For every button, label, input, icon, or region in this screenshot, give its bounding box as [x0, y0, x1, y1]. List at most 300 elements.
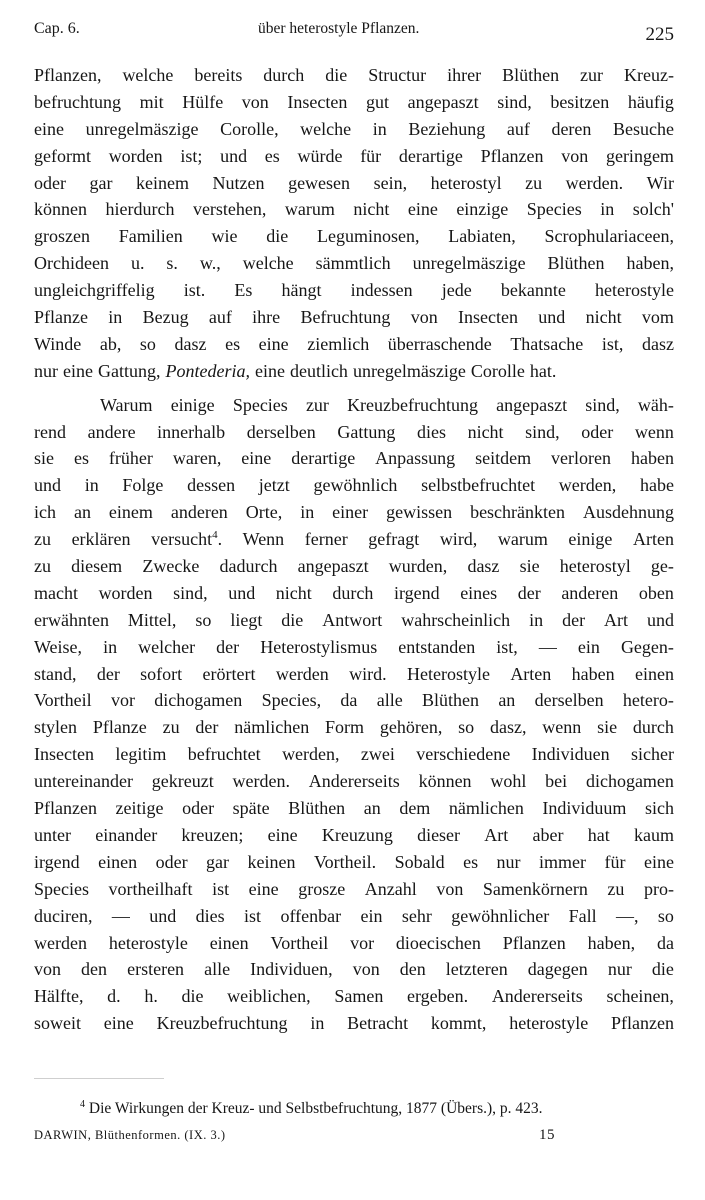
- word: bei: [545, 771, 568, 792]
- word: Betracht: [347, 1013, 409, 1034]
- word: von: [436, 878, 464, 899]
- word: waren,: [172, 448, 222, 469]
- word: und: [538, 307, 566, 328]
- word: ergeben.: [407, 986, 469, 1007]
- word: oder: [581, 421, 614, 442]
- word: dichogamen: [154, 690, 243, 711]
- word: Vortheil: [270, 932, 329, 953]
- word: erklären: [71, 529, 131, 550]
- word: Thatsache: [510, 333, 584, 354]
- word: Folge: [122, 475, 164, 496]
- word: durch: [632, 717, 674, 738]
- word: gewöhnlich: [313, 475, 398, 496]
- word: Zwecke: [142, 556, 200, 577]
- word: Bezug: [142, 307, 189, 328]
- signature-number: 15: [539, 1127, 555, 1143]
- word: Arten: [510, 663, 552, 684]
- word: worden: [98, 582, 153, 603]
- text-line: [34, 795, 674, 822]
- text-line: [34, 277, 674, 304]
- word: und: [228, 582, 256, 603]
- word: einen: [98, 851, 138, 872]
- word: zu: [34, 529, 51, 550]
- word: befruchtung: [34, 91, 121, 112]
- word: eine: [103, 1013, 134, 1034]
- text-line: [34, 250, 674, 277]
- word: ziemlich: [307, 333, 370, 354]
- word: deutlich: [289, 360, 348, 381]
- word: unregelmäszige: [352, 360, 466, 381]
- word: weiblichen,: [227, 986, 311, 1007]
- word: sie: [519, 556, 540, 577]
- running-title: über heterostyle Pflanzen.: [258, 20, 420, 37]
- text-line: [34, 143, 674, 170]
- word: einen: [209, 932, 249, 953]
- word: und: [149, 905, 177, 926]
- word: Hälfte,: [34, 986, 84, 1007]
- word: häufig: [627, 91, 674, 112]
- word: immer: [539, 851, 587, 872]
- word: innerhalb: [157, 421, 226, 442]
- word: hängt: [281, 280, 322, 301]
- word: wohl: [490, 771, 527, 792]
- word: kreuzen;: [181, 824, 244, 845]
- word: bekannte: [500, 280, 566, 301]
- word: Corolle: [470, 360, 525, 381]
- word: von: [561, 145, 589, 166]
- word: sind,: [585, 394, 620, 415]
- page-number: 225: [645, 24, 674, 45]
- word: Insecten: [287, 91, 348, 112]
- word: derselben: [534, 690, 604, 711]
- word: in: [108, 307, 123, 328]
- footnote-divider: [34, 1078, 164, 1079]
- word: in: [103, 636, 118, 657]
- word: so: [139, 333, 156, 354]
- word: aber: [532, 824, 564, 845]
- word: Weise,: [34, 636, 83, 657]
- word: Pflanzen: [480, 145, 544, 166]
- word: w.,: [199, 253, 221, 274]
- text-line: [34, 358, 674, 385]
- word: deren: [551, 118, 592, 139]
- word: oder: [182, 798, 215, 819]
- word: eine: [34, 118, 64, 139]
- word: stylen: [34, 717, 77, 738]
- word: angepaszt: [297, 556, 369, 577]
- word: dies: [195, 905, 225, 926]
- word: vortheilhaft: [108, 878, 193, 899]
- word: ge-: [650, 556, 674, 577]
- word: werden,: [282, 744, 340, 765]
- word: irgend: [393, 582, 440, 603]
- word: warum: [497, 529, 548, 550]
- word: in: [529, 609, 544, 630]
- word: Orte,: [245, 502, 283, 523]
- word: solch': [632, 199, 674, 220]
- word: jede: [441, 280, 472, 301]
- word: gehören,: [379, 717, 443, 738]
- word: dioecischen: [395, 932, 481, 953]
- word: ist: [212, 878, 230, 899]
- word: hat: [587, 824, 610, 845]
- word: ein: [360, 905, 383, 926]
- word: da: [340, 690, 358, 711]
- word: dasz: [641, 333, 674, 354]
- word: hat.: [529, 360, 557, 381]
- footnote-text: Die Wirkungen der Kreuz- und Selbstbefruchtung, 1877 (Übers.), p. 423.: [88, 1100, 543, 1117]
- word: zwei: [360, 744, 395, 765]
- word: nicht: [353, 199, 390, 220]
- word: heterostyle: [509, 1013, 589, 1034]
- word: es: [73, 448, 89, 469]
- word: Blüthen: [502, 65, 560, 85]
- word: unregelmäszige: [412, 253, 526, 274]
- word: wenn: [542, 717, 582, 738]
- word: unter: [34, 824, 71, 845]
- word: Andererseits: [491, 986, 583, 1007]
- text-line: [34, 903, 674, 930]
- word: Kreuzung: [321, 824, 393, 845]
- word: Mittel,: [127, 609, 177, 630]
- word: einzige: [456, 199, 509, 220]
- word: sich: [644, 798, 674, 819]
- word: untereinander: [34, 771, 133, 792]
- word: kaum: [633, 824, 674, 845]
- word: gar: [206, 851, 230, 872]
- word: Andererseits: [308, 771, 400, 792]
- word: gar: [89, 172, 113, 193]
- word: ist,: [496, 636, 518, 657]
- text-line: [34, 607, 674, 634]
- word: dagegen: [527, 959, 588, 980]
- word: dieser: [417, 824, 461, 845]
- word: Art: [484, 824, 509, 845]
- word: offenbar: [280, 905, 342, 926]
- word: d.: [107, 986, 121, 1007]
- word: für: [360, 145, 382, 166]
- word: verstehen,: [192, 199, 267, 220]
- word: nicht: [467, 421, 504, 442]
- word: ist: [244, 905, 262, 926]
- word: —: [111, 905, 130, 926]
- word: sein,: [373, 172, 408, 193]
- word: Wir: [646, 172, 674, 193]
- word: legitim: [115, 744, 167, 765]
- word: sind,: [497, 91, 532, 112]
- word: in: [600, 199, 615, 220]
- word: pro-: [643, 878, 674, 899]
- word: die: [266, 226, 289, 247]
- word: Pflanze: [34, 307, 88, 328]
- word: mit: [139, 91, 164, 112]
- text-line: [34, 196, 674, 223]
- word: jetzt: [258, 475, 290, 496]
- text-line: [34, 768, 674, 795]
- word: ungleichgriffelig: [34, 280, 155, 301]
- word: späte: [232, 798, 270, 819]
- text-line: [34, 526, 674, 553]
- word: den: [81, 959, 108, 980]
- word: eine: [407, 199, 438, 220]
- word: hetero-: [622, 690, 674, 711]
- word: haben,: [626, 253, 674, 274]
- word: der: [216, 636, 240, 657]
- word: alle: [204, 959, 231, 980]
- word: derselben: [246, 421, 316, 442]
- word: Pflanzen,: [34, 65, 102, 85]
- word: dies: [416, 421, 446, 442]
- word: groszen: [34, 226, 90, 247]
- word: die: [181, 986, 204, 1007]
- paragraph: [34, 392, 674, 1037]
- word: kommt,: [430, 1013, 487, 1034]
- word: nicht: [585, 307, 622, 328]
- word: vor: [110, 690, 135, 711]
- text-line: [34, 714, 674, 741]
- word: Gattung,: [97, 360, 161, 381]
- word: durch: [263, 65, 305, 85]
- word: Heterostylismus: [260, 636, 378, 657]
- word: eine: [267, 824, 298, 845]
- word: von: [410, 307, 438, 328]
- word: Samenkörnern: [482, 878, 588, 899]
- word: Kreuzbefruchtung: [347, 394, 479, 415]
- word: Individuum: [542, 798, 627, 819]
- word: Vortheil: [34, 690, 92, 711]
- word: Gegen-: [620, 636, 674, 657]
- word: die: [325, 65, 348, 85]
- word: Individuen: [531, 744, 610, 765]
- word: nämlichen: [448, 798, 524, 819]
- word: erörtert: [202, 663, 256, 684]
- word: bereits: [194, 65, 243, 85]
- word: auf: [208, 307, 232, 328]
- word: s.: [166, 253, 178, 274]
- word: Warum: [100, 394, 153, 415]
- word: Fall: [568, 905, 597, 926]
- footnote: [80, 1100, 543, 1118]
- word: Insecten: [458, 307, 518, 328]
- word: h.: [144, 986, 158, 1007]
- word: eine: [254, 360, 285, 381]
- page-header: [34, 18, 674, 44]
- word: warum: [284, 199, 335, 220]
- word: es: [264, 145, 280, 166]
- word: andere: [87, 421, 136, 442]
- word: Wenn: [242, 529, 285, 550]
- word: unregelmäszige: [85, 118, 199, 139]
- word: sofort: [140, 663, 183, 684]
- word: irgend: [34, 851, 80, 872]
- word: eine: [63, 360, 93, 381]
- word: werden,: [558, 475, 617, 496]
- word: wird.: [349, 663, 387, 684]
- word: Art: [604, 609, 629, 630]
- word: besitzen: [550, 91, 610, 112]
- word: ihrer: [447, 65, 482, 85]
- word: ich: [34, 502, 56, 523]
- word: überraschende: [387, 333, 492, 354]
- word: werden.: [565, 172, 624, 193]
- word: verloren: [551, 448, 612, 469]
- word: eine: [643, 851, 674, 872]
- word: gewöhnlicher: [451, 905, 550, 926]
- word: letzteren: [445, 959, 508, 980]
- word: haben,: [587, 932, 636, 953]
- word: einer: [332, 502, 369, 523]
- word: sie: [34, 448, 54, 469]
- word: und: [220, 145, 248, 166]
- word: in: [310, 1013, 325, 1034]
- word: es: [463, 851, 479, 872]
- word: früher: [108, 448, 153, 469]
- word: eine: [258, 333, 289, 354]
- word: einige: [568, 529, 613, 550]
- word: dadurch: [219, 556, 278, 577]
- word: Familien: [118, 226, 183, 247]
- word: Species: [34, 878, 89, 899]
- word: versucht$^4$.: [151, 529, 223, 550]
- word: liegt: [230, 609, 263, 630]
- word: die: [281, 609, 304, 630]
- word: wie: [211, 226, 238, 247]
- text-line: [34, 392, 674, 419]
- word: der: [517, 582, 541, 603]
- text-line: [34, 687, 674, 714]
- word: in: [84, 475, 99, 496]
- word: Pontederia,: [165, 360, 250, 381]
- text-line: [34, 661, 674, 688]
- word: habe: [639, 475, 674, 496]
- word: zu: [34, 556, 51, 577]
- word: ersteren: [127, 959, 185, 980]
- word: heterostyl: [559, 556, 631, 577]
- word: grosze: [298, 878, 346, 899]
- word: die: [651, 959, 674, 980]
- word: Anpassung: [375, 448, 456, 469]
- word: keinem: [136, 172, 190, 193]
- word: heterostyle: [594, 280, 674, 301]
- text-line: [34, 876, 674, 903]
- word: selbstbefruchtet: [421, 475, 536, 496]
- word: auf: [506, 118, 530, 139]
- word: Blüthen: [547, 253, 605, 274]
- word: gewissen: [386, 502, 453, 523]
- word: zeitige: [115, 798, 164, 819]
- word: diesem: [71, 556, 123, 577]
- word: haben: [630, 448, 674, 469]
- word: Beziehung: [408, 118, 486, 139]
- word: es: [225, 333, 241, 354]
- text-line: [34, 331, 674, 358]
- text-line: [34, 930, 674, 957]
- word: einander: [95, 824, 158, 845]
- chapter-label: Cap. 6.: [34, 20, 80, 37]
- word: können: [418, 771, 472, 792]
- word: —: [538, 636, 557, 657]
- word: vom: [641, 307, 674, 328]
- word: von: [34, 959, 61, 980]
- text-line: [34, 223, 674, 250]
- word: Labiaten,: [448, 226, 516, 247]
- word: Arten: [632, 529, 674, 550]
- word: indessen: [350, 280, 413, 301]
- word: eine: [248, 878, 279, 899]
- word: Individuen,: [250, 959, 333, 980]
- word: scheinen,: [606, 986, 674, 1007]
- word: angepaszt: [407, 91, 479, 112]
- word: und: [646, 609, 674, 630]
- word: Kreuz-: [623, 65, 674, 85]
- word: würde: [297, 145, 343, 166]
- word: haben: [571, 663, 615, 684]
- word: —,: [616, 905, 639, 926]
- word: oben: [638, 582, 674, 603]
- word: Besuche: [613, 118, 674, 139]
- word: dasz: [467, 556, 500, 577]
- text-line: [34, 553, 674, 580]
- word: sind,: [173, 582, 208, 603]
- word: ihre: [252, 307, 281, 328]
- text-line: [34, 580, 674, 607]
- word: verschiedene: [416, 744, 511, 765]
- word: geringem: [605, 145, 674, 166]
- word: nur: [607, 959, 632, 980]
- word: beschränkten: [470, 502, 566, 523]
- word: heterostyle: [108, 932, 188, 953]
- footnote-marker: 4: [80, 1099, 85, 1110]
- word: Species: [232, 394, 288, 415]
- text-line: [34, 116, 674, 143]
- text-line: [34, 741, 674, 768]
- word: oder: [34, 172, 66, 193]
- word: Blüthen: [422, 690, 479, 711]
- word: so: [458, 717, 475, 738]
- word: für: [604, 851, 626, 872]
- text-line: [34, 956, 674, 983]
- word: von: [241, 91, 269, 112]
- word: werden: [275, 663, 329, 684]
- word: geformt: [34, 145, 91, 166]
- word: stand,: [34, 663, 77, 684]
- text-line: [34, 822, 674, 849]
- word: ab,: [99, 333, 122, 354]
- text-line: [34, 419, 674, 446]
- word: zu: [525, 172, 543, 193]
- word: einem: [108, 502, 153, 523]
- word: sind,: [525, 421, 560, 442]
- word: macht: [34, 582, 78, 603]
- word: dichogamen: [585, 771, 674, 792]
- word: durch: [332, 582, 374, 603]
- word: sehr: [401, 905, 432, 926]
- word: vor: [350, 932, 375, 953]
- word: alle: [376, 690, 403, 711]
- word: Winde: [34, 333, 82, 354]
- word: sämmtlich: [315, 253, 391, 274]
- word: wäh-: [637, 394, 674, 415]
- word: dasz: [174, 333, 207, 354]
- word: nur: [496, 851, 521, 872]
- word: erwähnten: [34, 609, 109, 630]
- word: Vortheil.: [313, 851, 377, 872]
- word: Heterostyle: [407, 663, 490, 684]
- word: einige: [170, 394, 215, 415]
- word: können: [34, 199, 87, 220]
- word: den: [399, 959, 426, 980]
- word: ist;: [180, 145, 203, 166]
